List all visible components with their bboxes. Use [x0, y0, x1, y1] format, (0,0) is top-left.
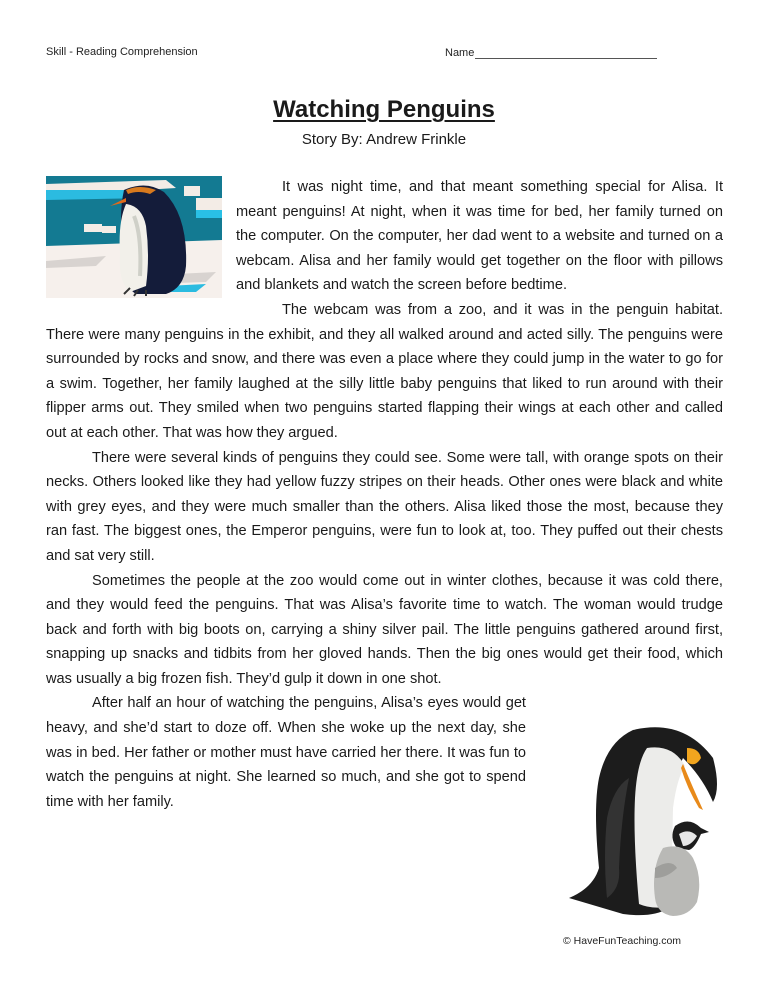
story-byline: Story By: Andrew Frinkle: [301, 131, 467, 148]
name-field: [445, 46, 657, 59]
page-title: [0, 96, 768, 124]
name-label: Name: [445, 47, 475, 59]
name-blank-line: [475, 46, 657, 59]
title-text: Watching Penguins: [273, 96, 495, 123]
paragraph-5: After half an hour of watching the penguins, Alisa’s eyes would get heavy, and she’d start to doze off. When she woke up the next day, she was in bed. Her father or mother must have carried her there. It was fun to watch the penguins at night. She learned so much, and she got to spend time with her family.: [46, 695, 526, 810]
paragraph-1: It was night time, and that meant something special for Alisa. It meant penguins! At night, when it was time for bed, her family turned on the computer. On the computer, her dad went to a website and turned on a webcam. Alisa and her family would get together on the floor with pillows and blankets and watch the screen before bedtime.: [236, 179, 723, 294]
penguin-on-ice-image: [46, 176, 222, 298]
skill-label: Skill - Reading Comprehension: [46, 46, 198, 58]
paragraph-2: The webcam was from a zoo, and it was in the penguin habitat. There were many penguins in the exhibit, and they all walked around and acted silly. The penguins were surrounded by rocks and snow, and there was even a place where they could jump in the water to go for a swim. Together, her family laughed at the silly little baby penguins that liked to run around with their flipper arms out. They smiled when two penguins started flapping their wings at each other and called out at each other. That was how they argued.: [46, 301, 723, 441]
paragraph-3: There were several kinds of penguins they could see. Some were tall, with orange spots on their necks. Others looked like they had yellow fuzzy stripes on their heads. Other ones were black and white with grey eyes, and they were much smaller than the others. Alisa liked those the most, because they ran fast. The biggest ones, the Emperor penguins, were fun to look at, too. They puffed out their chests and sat very still.: [46, 449, 723, 564]
copyright-text: © HaveFunTeaching.com: [563, 935, 682, 947]
paragraph-4: Sometimes the people at the zoo would come out in winter clothes, because it was cold there, and they would feed the penguins. That was Alisa’s favorite time to watch. The woman would trudge back and forth with big boots on, carrying a shiny silver pail. The little penguins gathered around first, snapping up snacks and tidbits from her gloved hands. Then the big ones would get their food, which was usually a big frozen fish. They’d gulp it down in one shot.: [46, 572, 723, 687]
emperor-penguin-with-chick-image: [563, 718, 723, 923]
